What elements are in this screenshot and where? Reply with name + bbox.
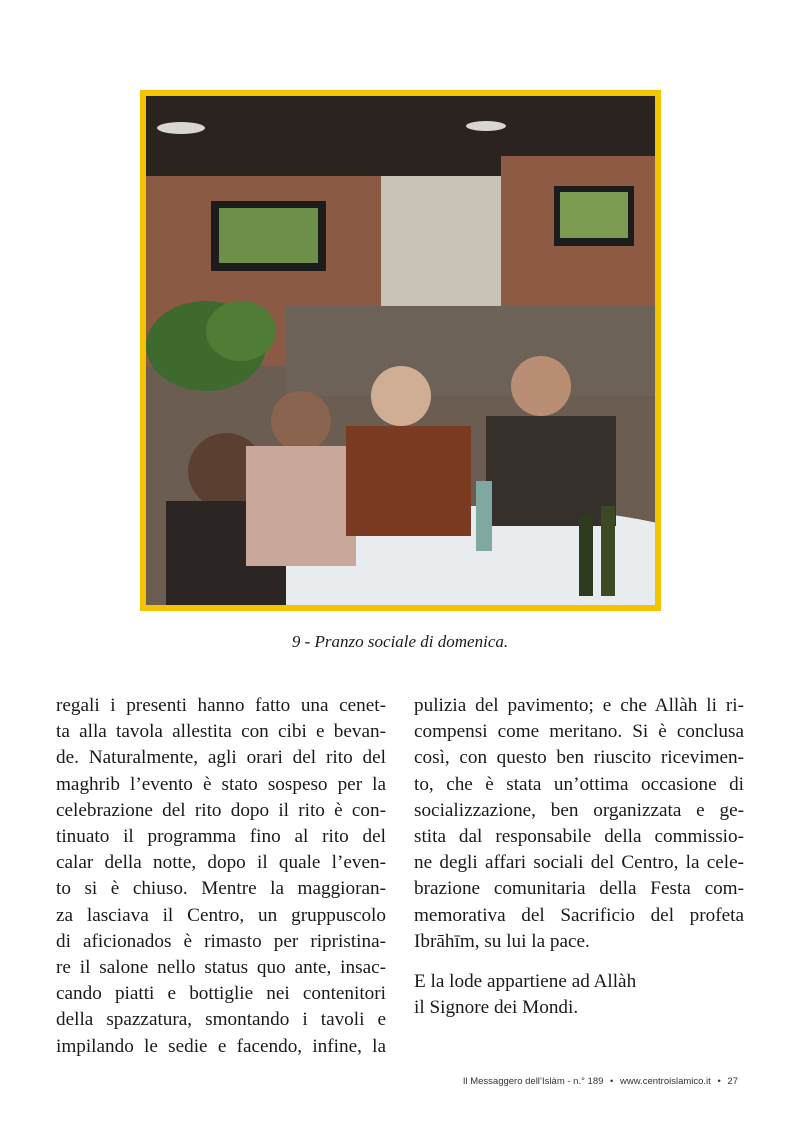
text-line: calar della notte, dopo il quale l’even- (56, 852, 386, 874)
text-line: de. Naturalmente, agli orari del rito del (56, 747, 386, 769)
event-photo (140, 90, 661, 611)
text-line: stita dal responsabile della commissio- (414, 826, 744, 848)
text-line: impilando le sedie e facendo, infine, la (56, 1035, 386, 1057)
photo-caption: 9 - Pranzo sociale di domenica. (291, 632, 509, 651)
dinner-scene-illustration (146, 96, 655, 605)
text-line: così, con questo ben riuscito ricevimen- (414, 747, 744, 769)
text-line: tinuato il programma fino al rito del (56, 826, 386, 848)
text-line: za lasciava il Centro, un gruppuscolo (56, 904, 386, 926)
text-line: pulizia del pavimento; e che Allàh li ri- (414, 695, 744, 716)
article-right-column (414, 693, 744, 1021)
text-line: di aficionados è rimasto per ripristina- (56, 930, 386, 952)
article-left-column (56, 693, 386, 1060)
footer-separator: • (717, 1076, 721, 1087)
text-line: della spazzatura, smontando i tavoli e (56, 1009, 386, 1031)
text-line: to si è chiuso. Mentre la maggioran- (56, 878, 386, 900)
closing-line: il Signore dei Mondi. (414, 997, 579, 1019)
paragraph-gap (414, 955, 744, 969)
footer-separator: • (610, 1076, 614, 1087)
text-line: socializzazione, ben organizzata e ge- (414, 799, 744, 821)
text-line: re il salone nello status quo ante, insac- (56, 957, 386, 979)
text-line: Ibrāhīm, su lui la pace. (414, 930, 590, 952)
page-number: 27 (727, 1076, 738, 1087)
text-line: cando piatti e bottiglie nei contenitori (56, 983, 386, 1005)
publication-name: Il Messaggero dell’Islàm - n.° 189 (462, 1076, 604, 1087)
website-link[interactable]: www.centroislamico.it (620, 1076, 711, 1087)
text-line: celebrazione del rito dopo il rito è con- (56, 799, 386, 821)
text-line: to, che è stata un’ottima occasione di (414, 773, 744, 795)
text-line: compensi come meritano. Si è conclusa (414, 721, 744, 743)
text-line: memorativa del Sacrificio del profeta (414, 904, 744, 926)
text-line: ne degli affari sociali del Centro, la cele- (414, 852, 744, 874)
text-line: maghrib l’evento è stato sospeso per la (56, 773, 386, 795)
text-line: ta alla tavola allestita con cibi e bevan- (56, 721, 386, 743)
page-footer (461, 1076, 740, 1087)
text-line: brazione comunitaria della Festa com- (414, 878, 744, 900)
closing-line: E la lode appartiene ad Allàh (414, 971, 637, 993)
text-line: regali i presenti hanno fatto una cenet- (56, 695, 386, 716)
